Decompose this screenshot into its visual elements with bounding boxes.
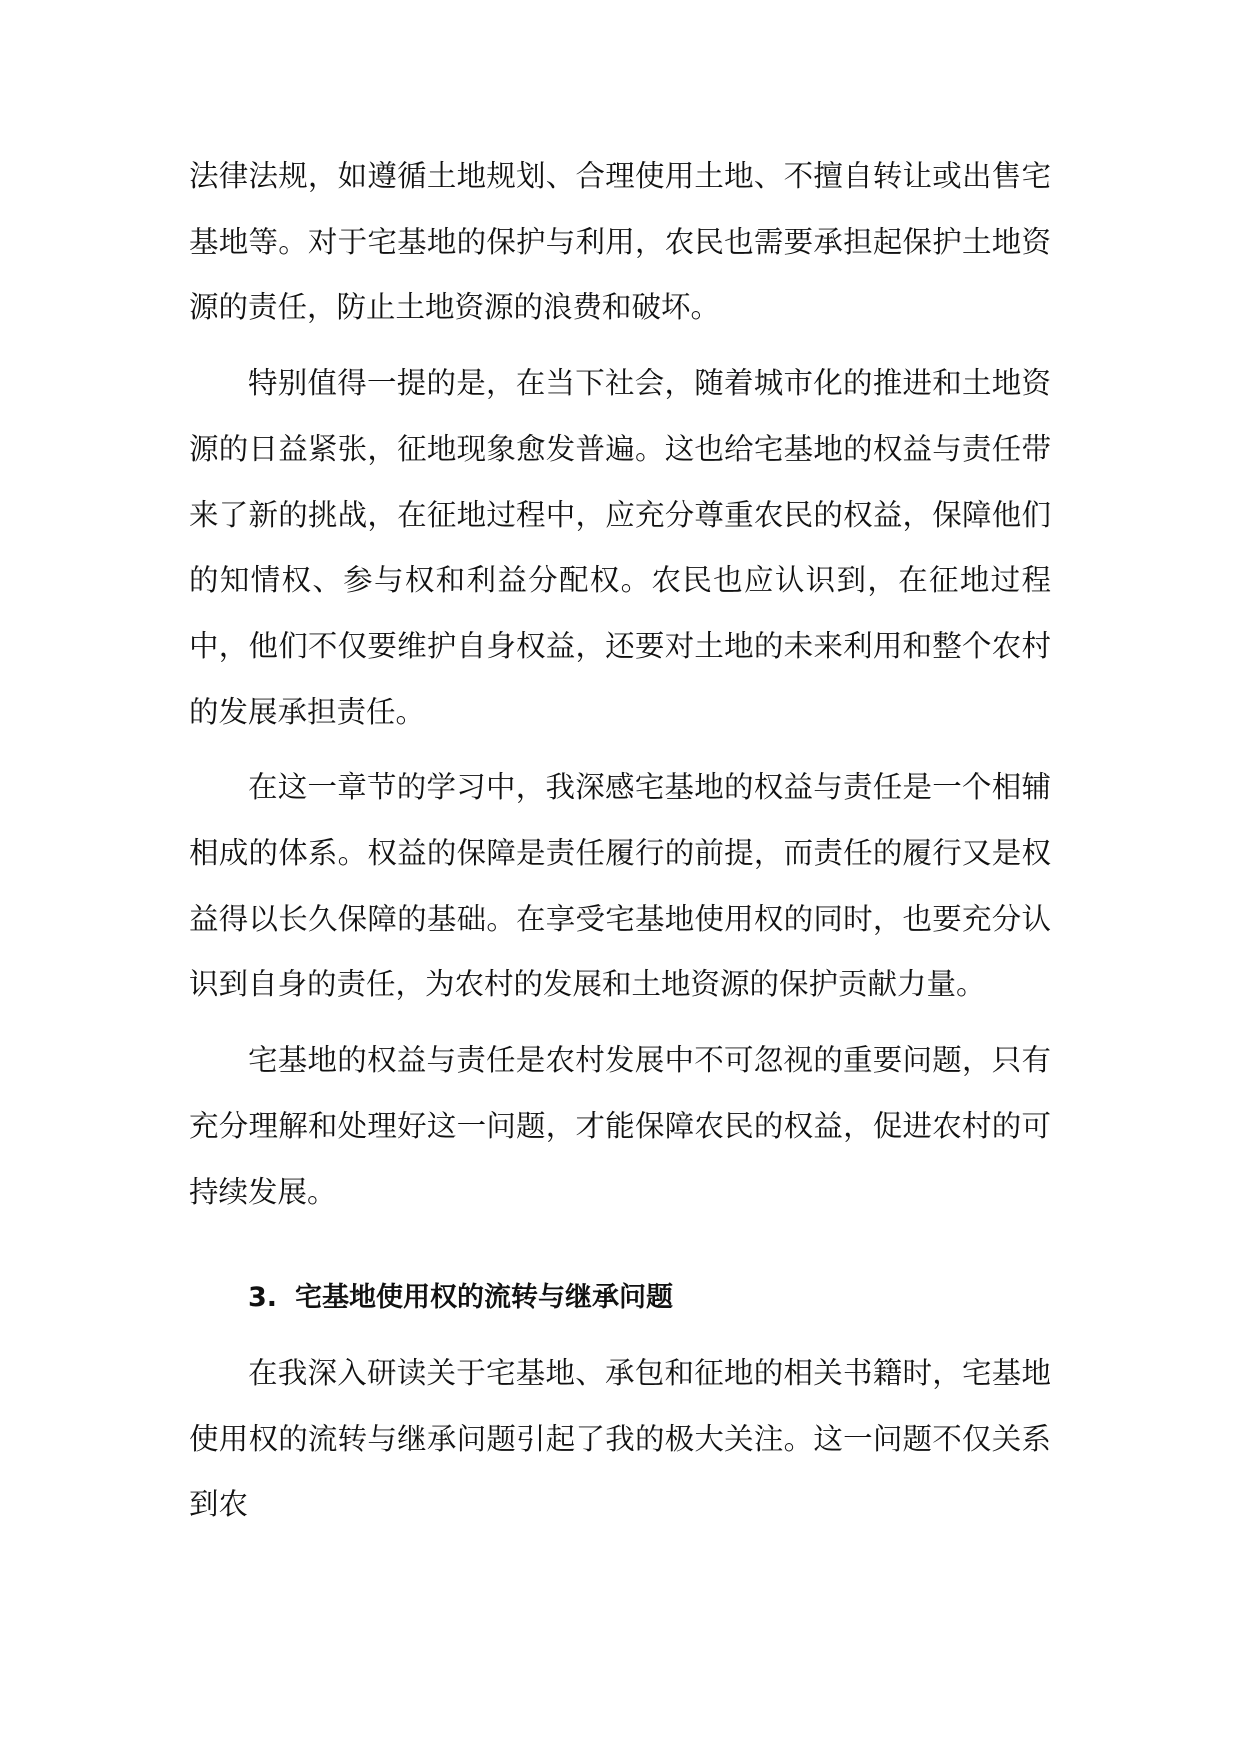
paragraph-continuation: 法律法规，如遵循土地规划、合理使用土地、不擅自转让或出售宅基地等。对于宅基地的保护与利用，农民也需要承担起保护土地资源的责任，防止土地资源的浪费和破坏。 — [189, 159, 1051, 325]
paragraph-land-acquisition: 特别值得一提的是，在当下社会，随着城市化的推进和土地资源的日益紧张，征地现象愈发普遍。这也给宅基地的权益与责任带来了新的挑战，在征地过程中，应充分尊重农民的权益，保障他们的知情权、参与权和利益分配权。农民也应认识到，在征地过程中，他们不仅要维护自身权益，还要对土地的未来利用和整个农村的发展承担责任。 — [189, 366, 1051, 729]
paragraph-conclusion: 宅基地的权益与责任是农村发展中不可忽视的重要问题，只有充分理解和处理好这一问题，才能保障农民的权益，促进农村的可持续发展。 — [189, 1043, 1051, 1209]
document-body — [189, 144, 1051, 1548]
paragraph-section-intro: 在我深入研读关于宅基地、承包和征地的相关书籍时，宅基地使用权的流转与继承问题引起了我的极大关注。这一问题不仅关系到农 — [189, 1355, 1051, 1522]
paragraph-rights-responsibilities: 在这一章节的学习中，我深感宅基地的权益与责任是一个相辅相成的体系。权益的保障是责任履行的前提，而责任的履行又是权益得以长久保障的基础。在享受宅基地使用权的同时，也要充分认识到自身的责任，为农村的发展和土地资源的保护贡献力量。 — [189, 770, 1051, 1002]
section-title: 宅基地使用权的流转与继承问题 — [295, 1282, 674, 1314]
section-heading — [189, 1265, 1051, 1331]
section-number: 3. — [248, 1282, 278, 1314]
